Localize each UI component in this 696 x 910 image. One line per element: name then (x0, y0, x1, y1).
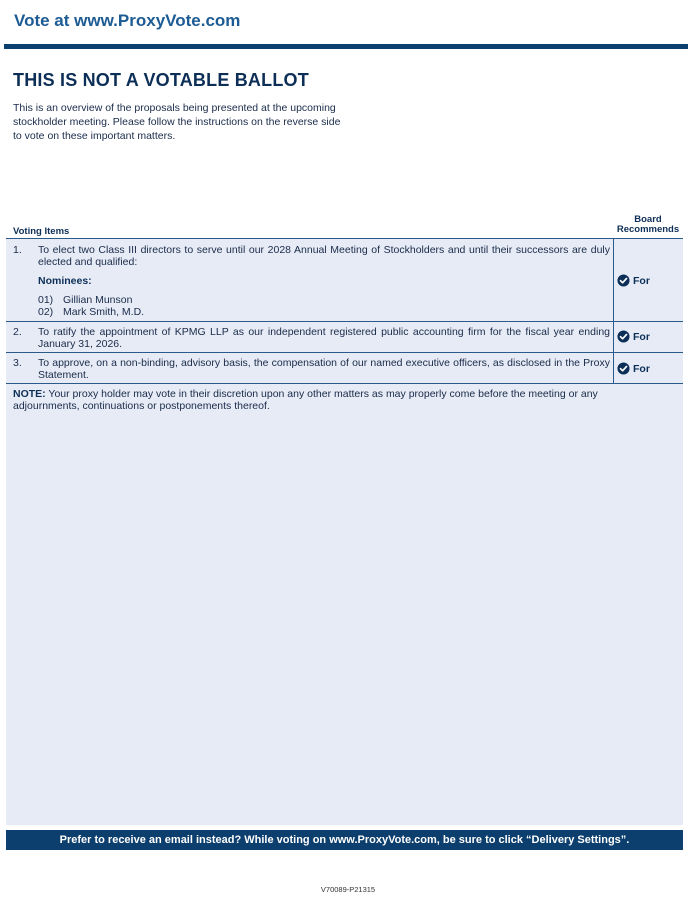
ballot-intro: This is an overview of the proposals being presented at the upcoming stockholder meeting. Please follow the instructions on the reverse side to vote on these important matters. (13, 102, 341, 142)
row-divider (6, 352, 683, 353)
email-delivery-banner: Prefer to receive an email instead? While voting on www.ProxyVote.com, be sure to click “Delivery Settings”. (6, 830, 683, 850)
item-3-recommendation (617, 362, 650, 375)
item-1-text: To elect two Class III directors to serve until our 2028 Annual Meeting of Stockholders and until their successors are duly elected and qualified: (38, 244, 610, 268)
ballot-title: THIS IS NOT A VOTABLE BALLOT (13, 70, 309, 90)
row-divider (6, 383, 683, 384)
item-1-recommendation (617, 274, 650, 287)
item-2-number: 2. (13, 326, 22, 338)
item-3-text: To approve, on a non-binding, advisory basis, the compensation of our named executive officers, as disclosed in the Proxy Statement. (38, 357, 610, 381)
document-code: V70089-P21315 (320, 885, 376, 894)
recommendation-label: For (633, 330, 650, 343)
header-rule (4, 44, 688, 49)
recommendation-label: For (633, 274, 650, 287)
nominee-name: Mark Smith, M.D. (63, 306, 145, 318)
nominee-2 (38, 306, 144, 318)
nominee-1 (38, 294, 132, 306)
item-2-text: To ratify the appointment of KPMG LLP as our independent registered public accounting firm for the fiscal year ending January 31, 2026. (38, 326, 610, 350)
nominee-number: 02) (38, 306, 54, 318)
note (13, 388, 611, 412)
check-circle-icon (617, 274, 630, 287)
item-2-recommendation (617, 330, 650, 343)
nominees-label: Nominees: (38, 275, 92, 287)
check-circle-icon (617, 362, 630, 375)
header-title: Vote at www.ProxyVote.com (14, 11, 241, 30)
nominee-name: Gillian Munson (63, 294, 133, 306)
column-divider (613, 238, 614, 384)
board-recommends-label: Board Recommends (616, 214, 680, 235)
item-3-number: 3. (13, 357, 22, 369)
item-1-number: 1. (13, 244, 22, 256)
note-text: Your proxy holder may vote in their discretion upon any other matters as may properly come before the meeting or any adjournments, continuations or postponements thereof. (13, 388, 598, 412)
blank-area (6, 415, 683, 825)
nominee-number: 01) (38, 294, 54, 306)
voting-items-label: Voting Items (13, 226, 70, 237)
row-divider (6, 321, 683, 322)
note-label: NOTE: (13, 388, 46, 400)
check-circle-icon (617, 330, 630, 343)
recommendation-label: For (633, 362, 650, 375)
